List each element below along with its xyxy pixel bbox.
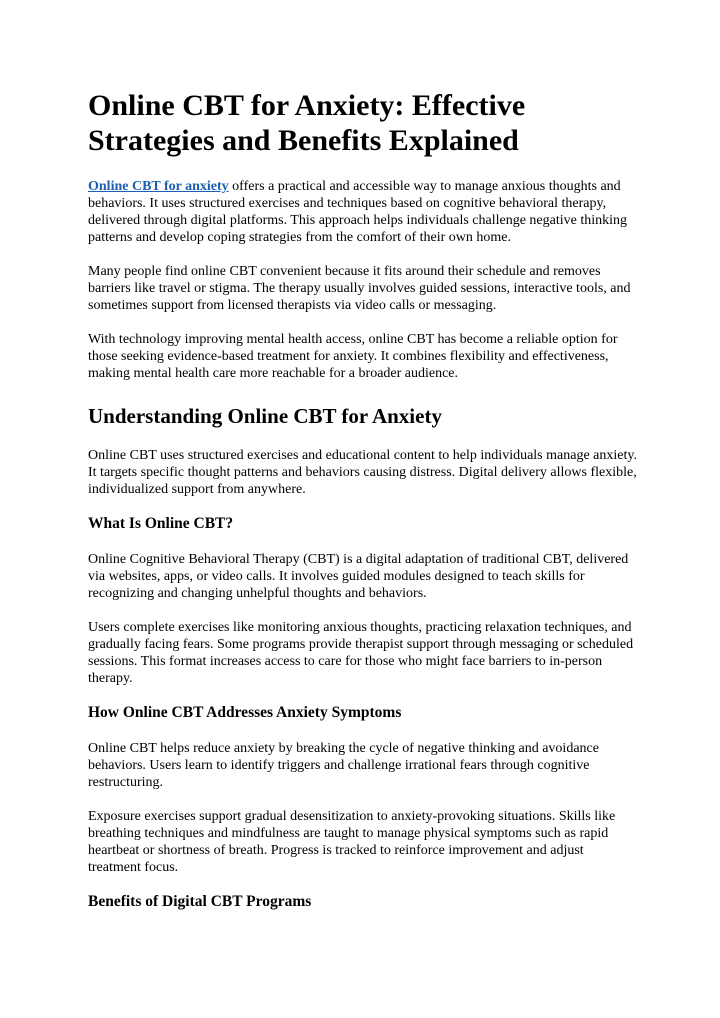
intro-paragraph-3: With technology improving mental health access, online CBT has become a reliable option for those seeking evidence-based treatment for anxiety. It combines flexibility and effectiveness, making mental health care more reachable for a broader audience. — [88, 332, 618, 381]
section-heading-understanding: Understanding Online CBT for Anxiety — [88, 404, 442, 428]
subheading-benefits-digital-cbt: Benefits of Digital CBT Programs — [88, 893, 312, 910]
intro-paragraph-2: Many people find online CBT convenient because it fits around their schedule and removes barriers like travel or stigma. The therapy usually involves guided sessions, interactive tools, and sometimes support from licensed therapists via video calls or messaging. — [88, 264, 631, 313]
intro-paragraph-1 — [88, 178, 640, 246]
online-cbt-link[interactable]: Online CBT for anxiety — [88, 179, 229, 194]
subheading-what-is-online-cbt: What Is Online CBT? — [88, 515, 234, 532]
how-paragraph-2: Exposure exercises support gradual desensitization to anxiety-provoking situations. Skills like breathing techniques and mindfulness are taught to manage physical symptoms such as rapid heartbeat or shortness of breath. Progress is tracked to reinforce improvement and adjust treatment focus. — [88, 809, 616, 875]
what-is-paragraph-1: Online Cognitive Behavioral Therapy (CBT) is a digital adaptation of traditional CBT, delivered via websites, apps, or video calls. It involves guided modules designed to teach skills for recognizing and changing unhelpful thoughts and behaviors. — [88, 552, 629, 601]
subheading-how-online-cbt-addresses: How Online CBT Addresses Anxiety Symptoms — [88, 704, 402, 721]
intro-paragraph-1-text: offers a practical and accessible way to manage anxious thoughts and behaviors. It uses structured exercises and techniques based on cognitive behavioral therapy, delivered through digital platforms. This approach helps individuals challenge negative thinking patterns and develop coping strategies from the comfort of their own home. — [88, 179, 627, 245]
understanding-paragraph-1: Online CBT uses structured exercises and educational content to help individuals manage anxiety. It targets specific thought patterns and behaviors causing distress. Digital delivery allows flexible, individualized support from anywhere. — [88, 448, 637, 497]
how-paragraph-1: Online CBT helps reduce anxiety by breaking the cycle of negative thinking and avoidance behaviors. Users learn to identify triggers and challenge irrational fears through cognitive restructuring. — [88, 741, 599, 790]
page-title: Online CBT for Anxiety: Effective Strategies and Benefits Explained — [88, 89, 526, 157]
what-is-paragraph-2: Users complete exercises like monitoring anxious thoughts, practicing relaxation techniques, and gradually facing fears. Some programs provide therapist support through messaging or scheduled sessions. This format increases access to care for those who might face barriers to in-person therapy. — [88, 620, 634, 686]
